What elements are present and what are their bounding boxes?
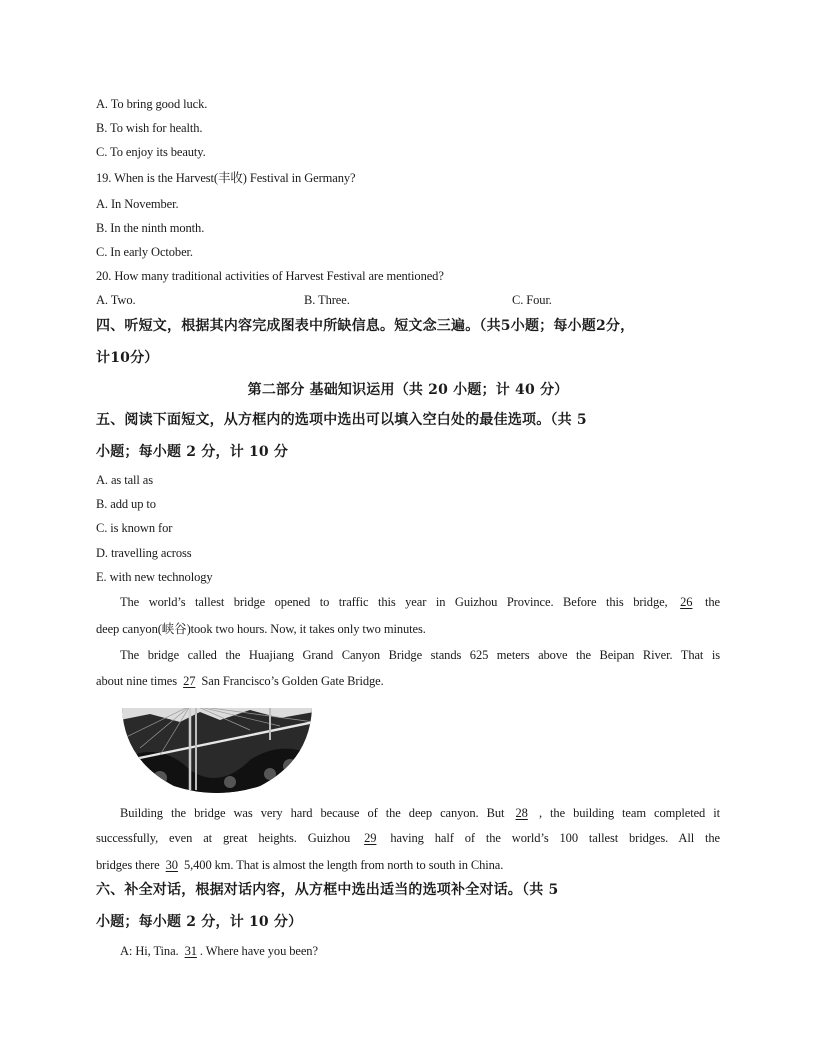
blank-27: 27 bbox=[183, 674, 196, 688]
dialogue-line-1 bbox=[120, 943, 318, 959]
section5-option-c: C. is known for bbox=[96, 521, 173, 535]
dialogue-text: A: Hi, Tina. bbox=[120, 944, 179, 958]
passage-p1-line1 bbox=[96, 594, 720, 610]
q19-option-b: B. In the ninth month. bbox=[96, 221, 205, 235]
section4-heading-line1: 四、听短文，根据其内容完成图表中所缺信息。短文念三遍。（共5小题；每小题2分， bbox=[96, 318, 635, 334]
q19-option-a: A. In November. bbox=[96, 197, 179, 211]
passage-text: about nine times bbox=[96, 674, 178, 688]
q18-option-a: A. To bring good luck. bbox=[96, 97, 208, 111]
blank-28: 28 bbox=[515, 806, 528, 820]
passage-p1-line2: deep canyon(峡谷)took two hours. Now, it takes only two minutes. bbox=[96, 622, 426, 636]
section6-heading-line1: 六、补全对话，根据对话内容，从方框中选出适当的选项补全对话。（共 5 bbox=[96, 882, 559, 898]
q19-question: 19. When is the Harvest(丰收) Festival in Germany? bbox=[96, 171, 356, 185]
q20-option-c: C. Four. bbox=[512, 293, 552, 307]
passage-text: San Francisco’s Golden Gate Bridge. bbox=[201, 674, 384, 688]
passage-text: The world’s tallest bridge opened to traffic this year in Guizhou Province. Before this bridge, bbox=[120, 595, 668, 609]
section6-heading-line2: 小题；每小题 2 分，计 10 分） bbox=[96, 914, 303, 930]
q20-option-a: A. Two. bbox=[96, 293, 136, 307]
section5-heading-line2: 小题；每小题 2 分，计 10 分 bbox=[96, 444, 289, 460]
blank-29: 29 bbox=[364, 831, 377, 845]
passage-text: Building the bridge was very hard because of the deep canyon. But bbox=[120, 806, 505, 820]
passage-p3-line2 bbox=[96, 830, 720, 846]
q19-option-c: C. In early October. bbox=[96, 245, 193, 259]
passage-text: , the building team completed it bbox=[538, 806, 721, 820]
passage-p3-line1 bbox=[96, 805, 720, 821]
passage-text: the bbox=[705, 595, 720, 609]
section5-option-d: D. travelling across bbox=[96, 546, 192, 560]
section5-option-b: B. add up to bbox=[96, 497, 156, 511]
blank-31: 31 bbox=[184, 944, 197, 958]
passage-p2-line1 bbox=[96, 647, 720, 663]
passage-text: bridges there bbox=[96, 858, 160, 872]
q20-question: 20. How many traditional activities of Harvest Festival are mentioned? bbox=[96, 269, 444, 283]
blank-30: 30 bbox=[165, 858, 178, 872]
q18-option-b: B. To wish for health. bbox=[96, 121, 203, 135]
passage-text: successfully, even at great heights. Guizhou bbox=[96, 831, 351, 845]
q18-option-c: C. To enjoy its beauty. bbox=[96, 145, 206, 159]
passage-p3-line3 bbox=[96, 857, 503, 873]
part2-title: 第二部分 基础知识运用（共 20 小题；计 40 分） bbox=[247, 382, 569, 398]
passage-text: having half of the world’s 100 tallest bridges. All the bbox=[390, 831, 721, 845]
passage-text: The bridge called the Huajiang Grand Canyon Bridge stands 625 meters above the Beipan River. That is bbox=[120, 648, 720, 662]
section5-heading-line1: 五、阅读下面短文，从方框内的选项中选出可以填入空白处的最佳选项。（共 5 bbox=[96, 412, 587, 428]
bridge-photo bbox=[120, 700, 314, 796]
passage-text: 5,400 km. That is almost the length from north to south in China. bbox=[183, 858, 504, 872]
section5-option-a: A. as tall as bbox=[96, 473, 154, 487]
section5-option-e: E. with new technology bbox=[96, 570, 213, 584]
passage-p2-line2 bbox=[96, 673, 384, 689]
section4-heading-line2: 计10分） bbox=[96, 350, 159, 366]
dialogue-text: . Where have you been? bbox=[199, 944, 318, 958]
blank-26: 26 bbox=[680, 595, 693, 609]
q20-option-b: B. Three. bbox=[304, 293, 350, 307]
